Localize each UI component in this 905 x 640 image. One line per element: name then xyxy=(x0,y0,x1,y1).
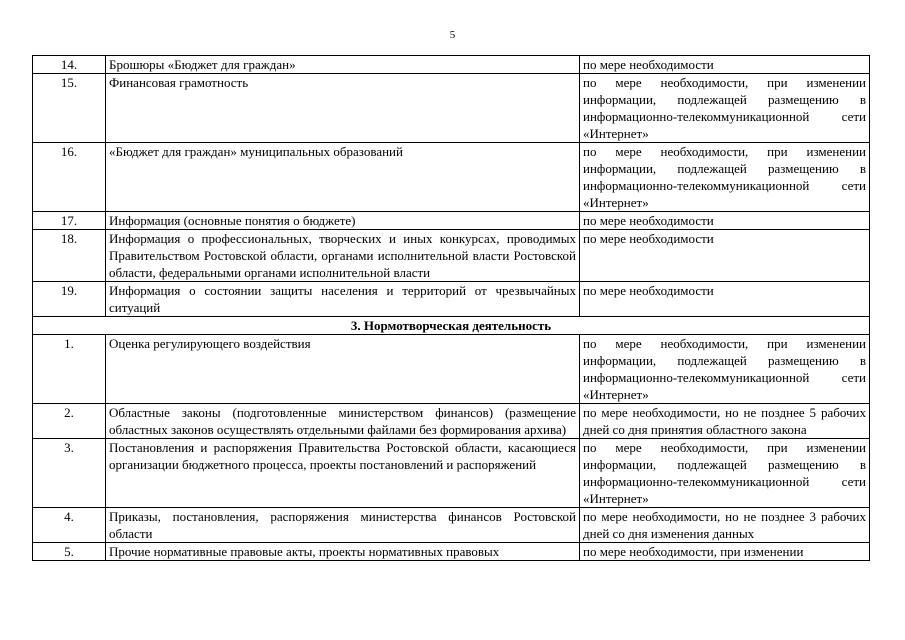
table-row xyxy=(33,508,870,543)
row-number: 2. xyxy=(33,404,106,439)
table-row xyxy=(33,404,870,439)
row-name: Прочие нормативные правовые акты, проекты нормативных правовых xyxy=(106,543,580,561)
row-term: по мере необходимости xyxy=(580,282,870,317)
row-name: Постановления и распоряжения Правительства Ростовской области, касающиеся организации бюджетного процесса, проекты постановлений и распоряжений xyxy=(106,439,580,508)
table-row xyxy=(33,230,870,282)
row-number: 17. xyxy=(33,212,106,230)
table-row xyxy=(33,212,870,230)
row-name: Информация о состоянии защиты населения и территорий от чрезвычайных ситуаций xyxy=(106,282,580,317)
row-number: 19. xyxy=(33,282,106,317)
table-row xyxy=(33,56,870,74)
row-term: по мере необходимости, при изменении информации, подлежащей размещению в информационно-телекоммуникационной сети «Интернет» xyxy=(580,74,870,143)
row-term: по мере необходимости xyxy=(580,230,870,282)
row-term: по мере необходимости, но не позднее 5 рабочих дней со дня принятия областного закона xyxy=(580,404,870,439)
row-number: 18. xyxy=(33,230,106,282)
row-term: по мере необходимости, при изменении информации, подлежащей размещению в информационно-телекоммуникационной сети «Интернет» xyxy=(580,335,870,404)
table-row xyxy=(33,439,870,508)
table-row xyxy=(33,282,870,317)
section-header-row xyxy=(33,317,870,335)
section-title: 3. Нормотворческая деятельность xyxy=(33,317,870,335)
table-row xyxy=(33,74,870,143)
row-term: по мере необходимости, при изменении xyxy=(580,543,870,561)
row-number: 16. xyxy=(33,143,106,212)
table-row xyxy=(33,543,870,561)
row-number: 5. xyxy=(33,543,106,561)
row-number: 15. xyxy=(33,74,106,143)
row-number: 3. xyxy=(33,439,106,508)
row-term: по мере необходимости, но не позднее 3 рабочих дней со дня изменения данных xyxy=(580,508,870,543)
row-term: по мере необходимости xyxy=(580,212,870,230)
row-number: 14. xyxy=(33,56,106,74)
row-term: по мере необходимости, при изменении информации, подлежащей размещению в информационно-телекоммуникационной сети «Интернет» xyxy=(580,439,870,508)
row-name: Приказы, постановления, распоряжения министерства финансов Ростовской области xyxy=(106,508,580,543)
row-name: Информация (основные понятия о бюджете) xyxy=(106,212,580,230)
page-number: 5 xyxy=(449,29,456,41)
row-name: Оценка регулирующего воздействия xyxy=(106,335,580,404)
row-term: по мере необходимости, при изменении информации, подлежащей размещению в информационно-телекоммуникационной сети «Интернет» xyxy=(580,143,870,212)
table-row xyxy=(33,335,870,404)
row-name: Брошюры «Бюджет для граждан» xyxy=(106,56,580,74)
row-number: 1. xyxy=(33,335,106,404)
table-row xyxy=(33,143,870,212)
row-number: 4. xyxy=(33,508,106,543)
document-table xyxy=(32,55,870,561)
table-body xyxy=(33,56,870,561)
row-term: по мере необходимости xyxy=(580,56,870,74)
row-name: Информация о профессиональных, творческих и иных конкурсах, проводимых Правительством Ростовской области, органами исполнительной власти Ростовской области, федеральными органами исполнительной власти xyxy=(106,230,580,282)
row-name: Финансовая грамотность xyxy=(106,74,580,143)
row-name: «Бюджет для граждан» муниципальных образований xyxy=(106,143,580,212)
row-name: Областные законы (подготовленные министерством финансов) (размещение областных законов осуществлять отдельными файлами без формирования архива) xyxy=(106,404,580,439)
